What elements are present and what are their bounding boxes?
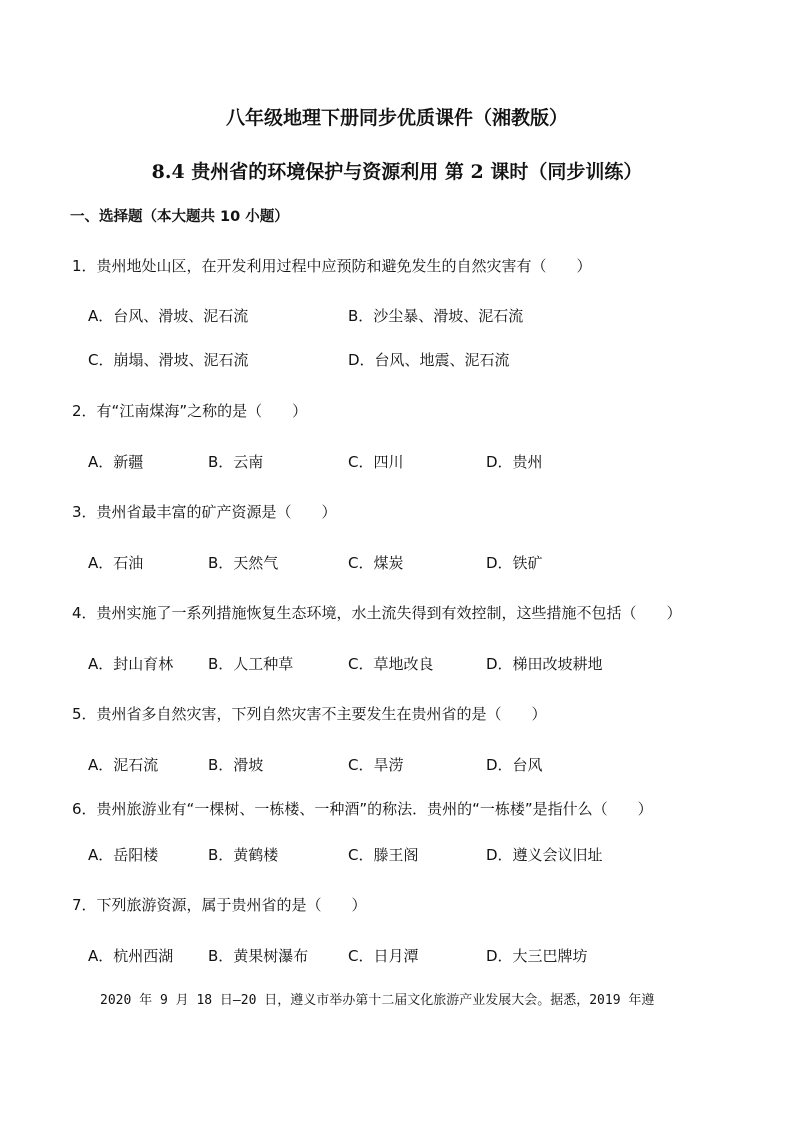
q5-option-c: C．旱涝	[348, 756, 404, 774]
q4-option-d: D．梯田改坡耕地	[486, 655, 603, 673]
q3-option-b: B．天然气	[208, 554, 279, 572]
question-7: 7．下列旅游资源，属于贵州省的是（ ）	[72, 896, 367, 914]
q7-option-c: C．日月潭	[348, 947, 419, 965]
question-3: 3．贵州省最丰富的矿产资源是（ ）	[72, 503, 337, 521]
question-4: 4．贵州实施了一系列措施恢复生态环境，水土流失得到有效控制，这些措施不包括（ ）	[72, 604, 682, 622]
q3-option-c: C．煤炭	[348, 554, 404, 572]
q4-option-c: C．草地改良	[348, 655, 434, 673]
q1-option-c: C．崩塌、滑坡、泥石流	[88, 351, 249, 369]
q1-option-b: B．沙尘暴、滑坡、泥石流	[348, 307, 524, 325]
q1-option-a: A．台风、滑坡、泥石流	[88, 307, 249, 325]
document-subtitle: 8.4 贵州省的环境保护与资源利用 第 2 课时（同步训练）	[151, 161, 643, 183]
q4-option-b: B．人工种草	[208, 655, 294, 673]
q7-option-b: B．黄果树瀑布	[208, 947, 309, 965]
q6-option-b: B．黄鹤楼	[208, 846, 279, 864]
q1-option-d: D．台风、地震、泥石流	[348, 351, 510, 369]
q4-option-a: A．封山育林	[88, 655, 174, 673]
q2-option-a: A．新疆	[88, 453, 144, 471]
q3-option-a: A．石油	[88, 554, 144, 572]
q5-option-b: B．滑坡	[208, 756, 264, 774]
question-5: 5．贵州省多自然灾害，下列自然灾害不主要发生在贵州省的是（ ）	[72, 705, 547, 723]
q2-option-d: D．贵州	[486, 453, 543, 471]
q2-option-b: B．云南	[208, 453, 264, 471]
q5-option-a: A．泥石流	[88, 756, 159, 774]
q6-option-a: A．岳阳楼	[88, 846, 159, 864]
document-title: 八年级地理下册同步优质课件（湘教版）	[225, 107, 568, 129]
q6-option-c: C．滕王阁	[348, 846, 419, 864]
q5-option-d: D．台风	[486, 756, 543, 774]
q7-option-d: D．大三巴牌坊	[486, 947, 588, 965]
question-6: 6．贵州旅游业有“一棵树、一栋楼、一种酒”的称法．贵州的“一栋楼”是指什么（ ）	[72, 800, 653, 818]
question-1: 1．贵州地处山区，在开发利用过程中应预防和避免发生的自然灾害有（ ）	[72, 257, 592, 275]
q3-option-d: D．铁矿	[486, 554, 543, 572]
q7-option-a: A．杭州西湖	[88, 947, 174, 965]
section-heading: 一、选择题（本大题共 10 小题）	[70, 209, 289, 225]
q6-option-d: D．遵义会议旧址	[486, 846, 603, 864]
question-2: 2．有“江南煤海”之称的是（ ）	[72, 402, 308, 420]
q2-option-c: C．四川	[348, 453, 404, 471]
passage-text: 2020 年 9 月 18 日—20 日，遵义市举办第十二届文化旅游产业发展大会。据悉，2019 年遵	[100, 993, 655, 1008]
